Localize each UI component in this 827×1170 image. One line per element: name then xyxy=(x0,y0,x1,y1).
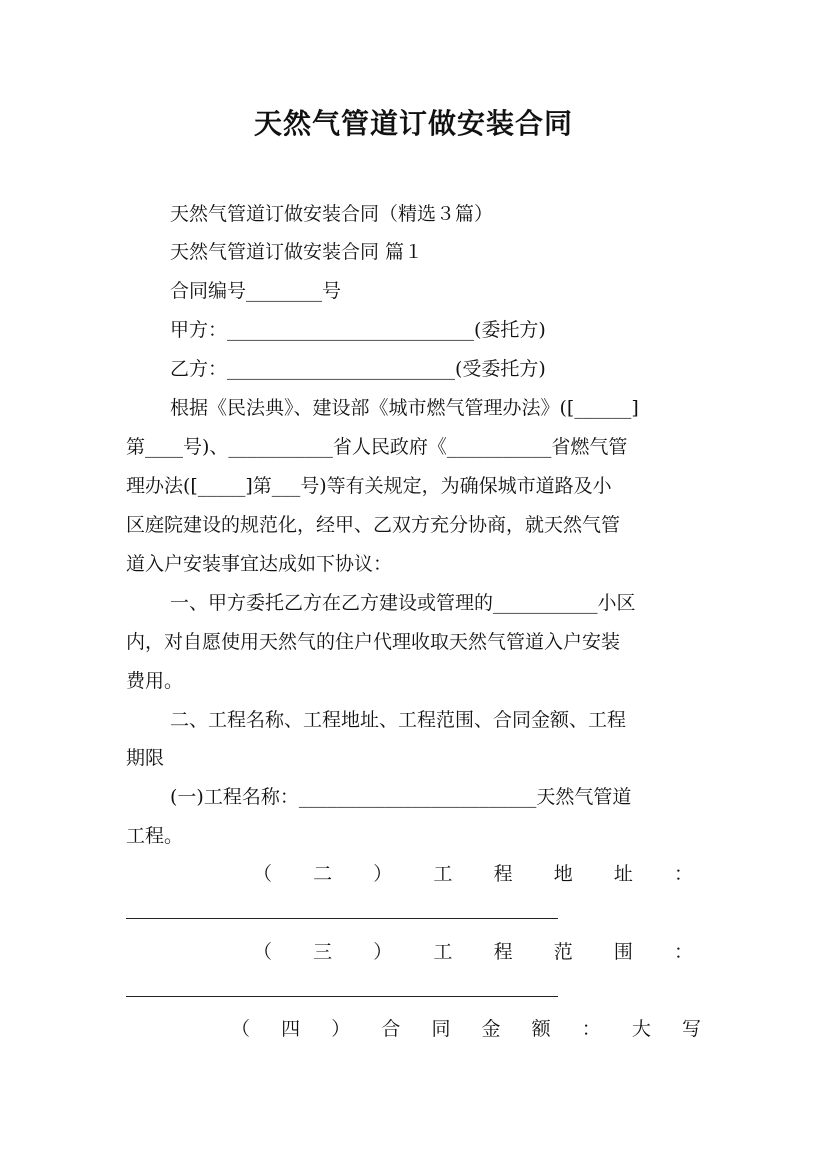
project-scope-line xyxy=(253,940,693,964)
paragraph-line: 理办法([_____]第___号)等有关规定，为确保城市道路及小 xyxy=(126,475,612,497)
paragraph-line: 根据《民法典》、建设部《城市燃气管理办法》([______] xyxy=(170,397,639,419)
spaced-char: 写 xyxy=(681,1018,701,1040)
spaced-char: 三 xyxy=(313,941,333,963)
spaced-char: （ xyxy=(231,1018,251,1040)
subtitle-line: 天然气管道订做安装合同（精选３篇） xyxy=(170,203,494,225)
spaced-char: （ xyxy=(253,863,273,885)
spaced-char: （ xyxy=(253,941,273,963)
spaced-char: 地 xyxy=(553,863,573,885)
party-b-line: 乙方：________________________(受委托方) xyxy=(170,358,546,380)
spaced-char: ： xyxy=(581,1018,601,1040)
spaced-char: 金 xyxy=(481,1018,501,1040)
spaced-char: 二 xyxy=(313,863,333,885)
spaced-char: ） xyxy=(373,941,393,963)
address-blank xyxy=(126,918,558,919)
project-name-line: (一)工程名称：_________________________天然气管道 xyxy=(170,786,632,808)
spaced-char: 范 xyxy=(553,941,573,963)
paragraph-line: 道入户安装事宜达成如下协议： xyxy=(126,553,393,575)
spaced-char: ） xyxy=(373,863,393,885)
spaced-char: 额 xyxy=(531,1018,551,1040)
spaced-char: ） xyxy=(331,1018,351,1040)
spaced-char: 同 xyxy=(431,1018,451,1040)
project-address-line xyxy=(253,862,693,886)
contract-number-line: 合同编号________号 xyxy=(170,280,342,302)
section-heading: 天然气管道订做安装合同 篇１ xyxy=(170,241,424,263)
contract-amount-line xyxy=(231,1017,701,1041)
spaced-char: 工 xyxy=(433,863,453,885)
clause-one-line: 内，对自愿使用天然气的住户代理收取天然气管道入户安装 xyxy=(126,631,621,653)
spaced-char: ： xyxy=(673,863,693,885)
scope-blank xyxy=(126,996,558,997)
spaced-char: 四 xyxy=(281,1018,301,1040)
document-title: 天然气管道订做安装合同 xyxy=(253,107,573,140)
spaced-char: 大 xyxy=(631,1018,651,1040)
spaced-char: 工 xyxy=(433,941,453,963)
spaced-char: 围 xyxy=(613,941,633,963)
clause-two-line: 二、工程名称、工程地址、工程范围、合同金额、工程 xyxy=(170,709,627,731)
party-a-line: 甲方：__________________________(委托方) xyxy=(170,319,546,341)
spaced-char: 程 xyxy=(493,941,513,963)
spaced-char: ： xyxy=(673,941,693,963)
paragraph-line: 第____号)、___________省人民政府《___________省燃气管 xyxy=(126,436,628,458)
clause-one-line: 一、甲方委托乙方在乙方建设或管理的___________小区 xyxy=(170,592,636,614)
clause-one-line: 费用。 xyxy=(126,670,184,692)
spaced-char: 合 xyxy=(381,1018,401,1040)
clause-two-line: 期限 xyxy=(126,747,165,769)
project-name-line: 工程。 xyxy=(126,825,184,847)
spaced-char: 址 xyxy=(613,863,633,885)
spaced-char: 程 xyxy=(493,863,513,885)
paragraph-line: 区庭院建设的规范化，经甲、乙双方充分协商，就天然气管 xyxy=(126,514,621,536)
